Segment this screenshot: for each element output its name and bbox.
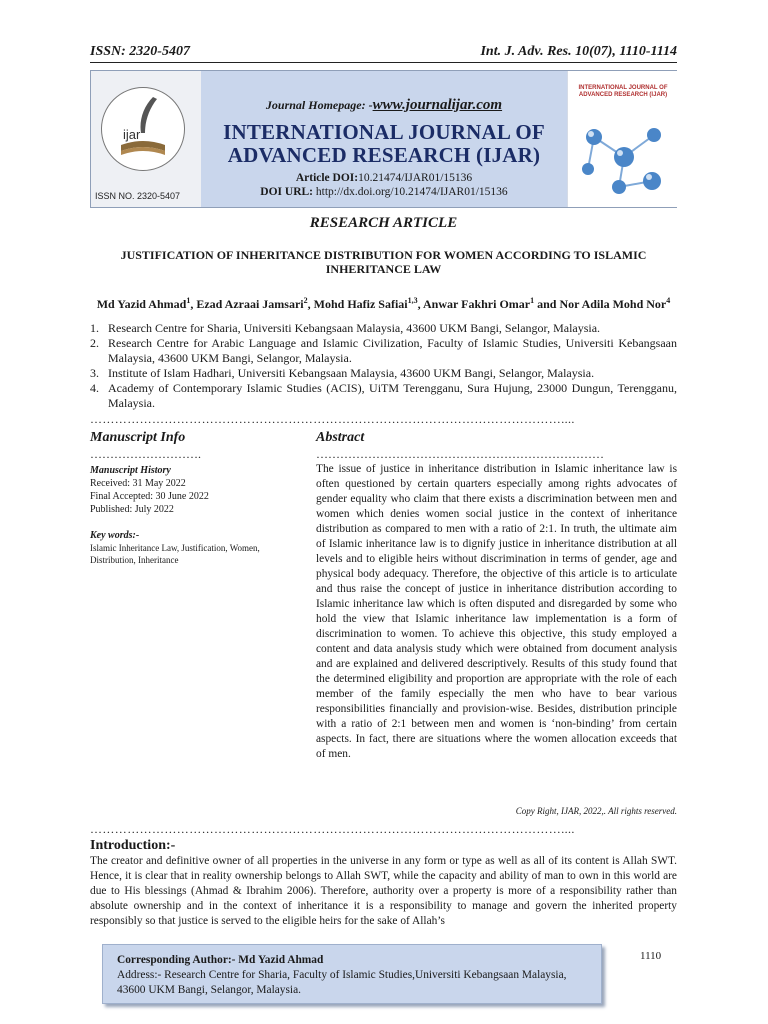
page-number: 1110 bbox=[640, 950, 662, 962]
copyright: Copy Right, IJAR, 2022,. All rights reserved. bbox=[515, 806, 677, 816]
affiliation-text: Research Centre for Arabic Language and Islamic Civilization, Faculty of Islamic Studies, Universiti Kebangsaan Malaysia, 43600 UKM Bangi, Selangor, Malaysia. bbox=[108, 336, 677, 365]
affiliation-list bbox=[90, 321, 677, 411]
article-title: JUSTIFICATION OF INHERITANCE DISTRIBUTION FOR WOMEN ACCORDING TO ISLAMIC INHERITANCE LAW bbox=[120, 248, 647, 276]
author-affiliation-mark: 4 bbox=[666, 296, 671, 305]
published-date: Published: July 2022 bbox=[90, 504, 174, 515]
author-name: Nor Adila Mohd Nor bbox=[559, 297, 667, 311]
section-separator-2: …………………………………………………………………………………………………….... bbox=[90, 822, 575, 836]
introduction-text: The creator and definitive owner of all properties in the universe in any form or type as well as all of its content is Allah SWT. Hence, it is clear that in reality ownership belongs to Allah SWT, while the capacity and ability of man to own in this world are due to His blessings (Ahmad & Ibrahim 2006). Therefore, authority over a property is more of a responsibility rather than absolute ownership and in the context of inheritance it is a responsibility to manage and govern the inherited property responsibly so that justice is served to the eligible heirs for the sake of Allah’s bbox=[90, 855, 677, 927]
accepted-date: Final Accepted: 30 June 2022 bbox=[90, 491, 209, 502]
molecule-icon bbox=[574, 107, 672, 201]
keywords-text: Islamic Inheritance Law, Justification, Women, Distribution, Inheritance bbox=[90, 543, 260, 565]
affiliation-item bbox=[90, 321, 677, 336]
journal-homepage bbox=[201, 97, 567, 114]
affiliation-text: Institute of Islam Hadhari, Universiti Kebangsaan Malaysia, 43600 UKM Bangi, Selangor, Malaysia. bbox=[108, 366, 595, 380]
article-doi-label: Article DOI: bbox=[295, 172, 359, 184]
affiliation-item bbox=[90, 366, 677, 381]
journal-logo bbox=[91, 71, 201, 207]
introduction-heading: Introduction:- bbox=[90, 838, 176, 853]
affiliation-number: 1. bbox=[90, 321, 99, 335]
abstract-heading: Abstract bbox=[316, 430, 365, 445]
author-name: Md Yazid Ahmad bbox=[96, 297, 187, 311]
banner-center bbox=[201, 71, 567, 207]
homepage-link[interactable]: www.journalijar.com bbox=[372, 97, 503, 113]
doi-url-label: DOI URL: bbox=[260, 186, 314, 198]
author-affiliation-mark: 1,3 bbox=[407, 296, 418, 305]
article-doi: 10.21474/IJAR01/15136 bbox=[358, 172, 473, 184]
header-rule bbox=[90, 62, 677, 63]
doi-url-link[interactable]: http://dx.doi.org/10.21474/IJAR01/15136 bbox=[315, 186, 508, 198]
journal-banner bbox=[90, 70, 677, 208]
affiliation-text: Academy of Contemporary Islamic Studies (ACIS), UiTM Terengganu, Sura Hujung, 23000 Dungun, Terengganu, Malaysia. bbox=[108, 381, 677, 410]
journal-title-line1: INTERNATIONAL JOURNAL OF bbox=[223, 120, 545, 144]
manuscript-info-heading: Manuscript Info bbox=[90, 430, 186, 445]
homepage-label: Journal Homepage: - bbox=[265, 98, 373, 112]
author-list: Md Yazid Ahmad$^1$, Ezad Azraai Jamsari$^2$, Mohd Hafiz Safiai$^{1,3}$, Anwar Fakhri Omar$^1$ and Nor Adila Mohd Nor$^4$ bbox=[96, 296, 671, 311]
author-affiliation-mark: 1 bbox=[186, 296, 191, 305]
received-date: Received: 31 May 2022 bbox=[90, 478, 186, 489]
journal-issn: ISSN: 2320-5407 bbox=[90, 44, 190, 59]
keywords-label: Key words:- bbox=[90, 530, 140, 541]
corresponding-author: Corresponding Author:- Md Yazid Ahmad bbox=[117, 954, 324, 966]
logo-text: ijar bbox=[123, 127, 141, 142]
journal-citation: Int. J. Adv. Res. 10(07), 1110-1114 bbox=[480, 44, 677, 59]
cover-title: INTERNATIONAL JOURNAL OF ADVANCED RESEARCH (IJAR) bbox=[578, 85, 668, 98]
affiliation-number: 4. bbox=[90, 381, 99, 395]
manuscript-history bbox=[90, 464, 300, 516]
journal-title bbox=[201, 121, 567, 167]
author-name: Mohd Hafiz Safiai bbox=[313, 297, 408, 311]
quill-book-icon bbox=[113, 93, 173, 163]
keywords bbox=[90, 530, 290, 566]
history-label: Manuscript History bbox=[90, 465, 171, 476]
journal-cover bbox=[567, 71, 677, 207]
corresponding-address: Address:- Research Centre for Sharia, Faculty of Islamic Studies,Universiti Kebangsaan Malaysia, 43600 UKM Bangi, Selangor, Malaysia. bbox=[117, 969, 567, 996]
logo-issn: ISSN NO. 2320-5407 bbox=[95, 191, 181, 201]
author-affiliation-mark: 1 bbox=[530, 296, 535, 305]
affiliation-item bbox=[90, 336, 677, 366]
doi-block bbox=[201, 171, 567, 199]
author-affiliation-mark: 2 bbox=[303, 296, 308, 305]
abstract-text: The issue of justice in inheritance distribution in Islamic inheritance law is often questioned by certain quarters especially among rights advocates of gender equality who claim that there exists a discrimination between men and women which denies women social justice in the context of inheritance distribution as compared to men with a ratio of 2:1. In truth, the ultimate aim of Islamic inheritance law is to dignify justice in inheritance distribution at all levels and to eligible heirs without discrimination in terms of gender, age and physical body adequacy. Therefore, the objective of this article is to articulate and thus raise the concept of justice in inheritance distribution according to Islamic inheritance law which is often disputed and disregarded by some who hold the view that Islamic inheritance law implementation is a form of discrimination to women. To achieve this objective, this study employed a content and data analysis study which were obtained from document analysis and are explained and delivered descriptively. Results of this study found that the determined eligibility and proportion are appropriate with the role of each member of the family especially the men who have to bear various responsibilities financially and provision-wise. Besides, distribution principle with a ratio of 2:1 between men and women is ‘non-binding’ from certain aspects. In fact, there are situations where the women allocation exceeds that of men. bbox=[316, 463, 677, 760]
author-name: Anwar Fakhri Omar bbox=[423, 297, 531, 311]
article-type: RESEARCH ARTICLE bbox=[309, 215, 458, 231]
journal-title-line2: ADVANCED RESEARCH (IJAR) bbox=[227, 143, 541, 167]
section-separator: …………………………………………………………………………………………………….... bbox=[90, 412, 575, 426]
author-name: Ezad Azraai Jamsari bbox=[196, 297, 304, 311]
affiliation-text: Research Centre for Sharia, Universiti Kebangsaan Malaysia, 43600 UKM Bangi, Selangor, Malaysia. bbox=[108, 321, 601, 335]
abstract-separator: ……………………………………………………………… bbox=[316, 447, 604, 461]
affiliation-number: 3. bbox=[90, 366, 99, 380]
affiliation-item bbox=[90, 381, 677, 411]
corresponding-author-box bbox=[102, 944, 602, 1004]
affiliation-number: 2. bbox=[90, 336, 99, 350]
manuscript-separator: ………………………. bbox=[90, 447, 201, 461]
